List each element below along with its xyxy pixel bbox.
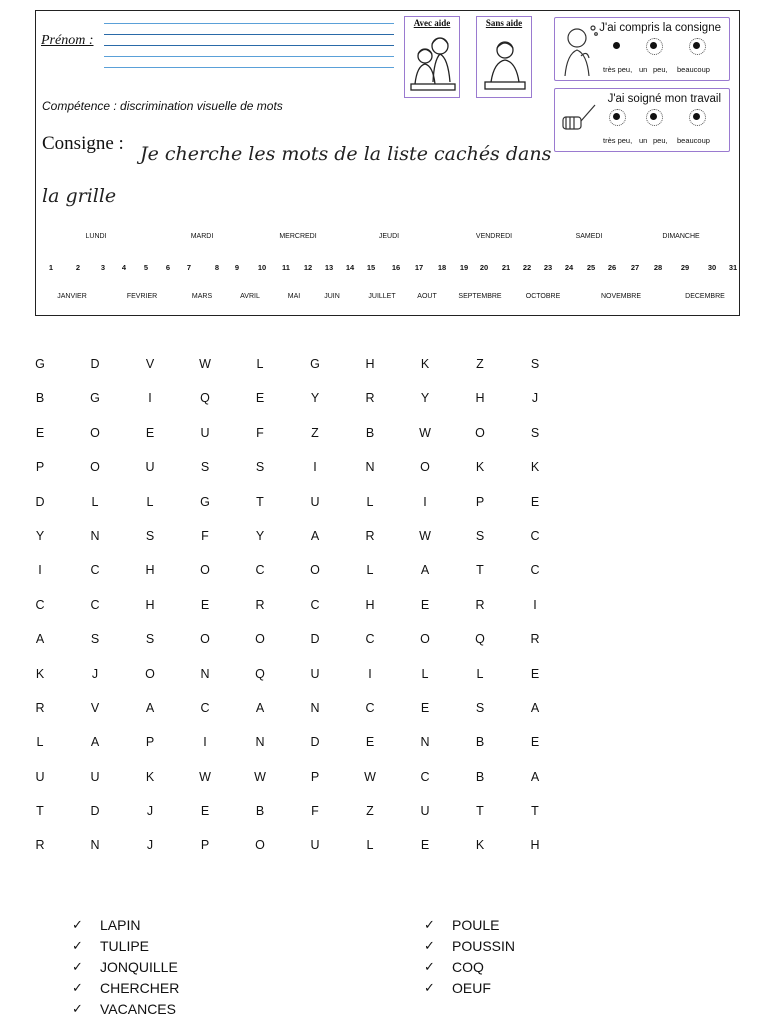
day-number: 18: [437, 263, 447, 272]
grid-letter[interactable]: C: [530, 563, 540, 578]
grid-letter[interactable]: H: [145, 563, 155, 578]
grid-letter[interactable]: I: [203, 735, 207, 750]
grid-letter[interactable]: U: [420, 804, 430, 819]
name-lines: [104, 23, 394, 78]
grid-letter[interactable]: T: [36, 804, 44, 819]
word-list-item: [72, 936, 179, 957]
grid-letter[interactable]: Y: [310, 391, 320, 406]
header-box: Prénom : Avec aide Sans aide J'ai compris la consigne très peu, un peu, beaucoup J'ai soigné mon travail très peu, un peu, beaucoup Compétence : discrimination visuelle de mots Consigne : Je cherche les mots de la liste cachés dans la grille LUNDI MARDI MERCREDI JEUDI VENDREDI SAMEDI DIMANCHE 1 2 3 4 5 6 7 8 9 10 11 12 13 14 15 16 17 18 19 20 21 22 23 24 25 26 27 28 29 30 31 JANVIER FEVRIER MARS AVRIL MAI JUIN JUILLET AOUT SEPTEMBRE OCTOBRE NOVEMBRE DECEMBRE: [35, 10, 740, 316]
grid-letter[interactable]: J: [91, 666, 99, 681]
grid-letter[interactable]: U: [145, 460, 155, 475]
grid-letter[interactable]: O: [200, 632, 210, 647]
day-number: 12: [303, 263, 313, 272]
grid-letter[interactable]: H: [530, 838, 540, 853]
grid-letter[interactable]: Z: [311, 425, 319, 440]
word-label: VACANCES: [100, 1000, 176, 1017]
avec-aide-box[interactable]: [404, 16, 460, 98]
grid-letter[interactable]: O: [200, 563, 210, 578]
grid-letter[interactable]: D: [35, 494, 45, 509]
grid-letter[interactable]: N: [420, 735, 430, 750]
day-number: 22: [522, 263, 532, 272]
grid-letter[interactable]: C: [310, 597, 320, 612]
grid-letter[interactable]: P: [35, 460, 45, 475]
day-number: 3: [100, 263, 106, 272]
grid-letter[interactable]: L: [366, 563, 374, 578]
writing-hand-icon: [559, 93, 599, 149]
grid-letter[interactable]: F: [201, 528, 209, 543]
rating-dot-high[interactable]: [693, 42, 700, 49]
checkmark-icon: ✓: [72, 1000, 83, 1016]
grid-letter[interactable]: E: [200, 597, 210, 612]
grid-letter[interactable]: W: [199, 769, 211, 784]
grid-letter[interactable]: B: [365, 425, 375, 440]
word-label: LAPIN: [100, 917, 141, 934]
grid-letter[interactable]: S: [145, 528, 155, 543]
grid-letter[interactable]: A: [530, 700, 540, 715]
grid-letter[interactable]: K: [475, 460, 485, 475]
checkmark-icon: ✓: [424, 938, 435, 954]
grid-letter[interactable]: L: [476, 666, 484, 681]
grid-letter[interactable]: A: [255, 700, 265, 715]
word-label: POUSSIN: [452, 938, 516, 955]
grid-letter[interactable]: C: [90, 563, 100, 578]
grid-letter[interactable]: P: [200, 838, 210, 853]
day-number: 23: [543, 263, 553, 272]
sans-aide-label: Sans aide: [485, 18, 523, 28]
day-number: 2: [75, 263, 81, 272]
grid-letter[interactable]: O: [420, 460, 430, 475]
grid-letter[interactable]: G: [90, 391, 100, 406]
grid-letter[interactable]: Y: [420, 391, 430, 406]
grid-letter[interactable]: T: [476, 563, 484, 578]
grid-letter[interactable]: E: [530, 494, 540, 509]
grid-letter[interactable]: W: [419, 425, 431, 440]
word-list-left: [72, 915, 179, 1019]
grid-letter[interactable]: A: [310, 528, 320, 543]
word-list-right: [424, 915, 515, 998]
avec-aide-label: Avec aide: [413, 18, 451, 28]
grid-letter[interactable]: Y: [35, 528, 45, 543]
word-label: CHERCHER: [100, 979, 180, 996]
grid-letter[interactable]: S: [200, 460, 210, 475]
grid-letter[interactable]: C: [255, 563, 265, 578]
grid-letter[interactable]: U: [310, 838, 320, 853]
grid-letter[interactable]: H: [365, 357, 375, 371]
grid-letter[interactable]: G: [200, 494, 210, 509]
grid-letter[interactable]: O: [475, 425, 485, 440]
day-number: 19: [459, 263, 469, 272]
day-number: 27: [630, 263, 640, 272]
word-label: TULIPE: [100, 938, 150, 955]
checkmark-icon: ✓: [424, 917, 435, 933]
checkmark-icon: ✓: [72, 917, 83, 933]
grid-letter[interactable]: S: [530, 425, 540, 440]
rating-dot-low[interactable]: [613, 42, 620, 49]
grid-letter[interactable]: L: [366, 494, 374, 509]
day-number: 9: [234, 263, 240, 272]
grid-letter[interactable]: D: [90, 804, 100, 819]
grid-letter[interactable]: O: [310, 563, 320, 578]
grid-letter[interactable]: F: [311, 804, 319, 819]
grid-letter[interactable]: G: [35, 357, 45, 371]
prenom-label: Prénom :: [41, 33, 94, 48]
grid-letter[interactable]: D: [90, 357, 100, 371]
day-number: 31: [728, 263, 738, 272]
word-list-item: [424, 977, 515, 998]
grid-letter[interactable]: C: [420, 769, 430, 784]
grid-letter[interactable]: B: [475, 769, 485, 784]
grid-letter[interactable]: L: [366, 838, 374, 853]
grid-letter[interactable]: O: [255, 632, 265, 647]
day-number: 25: [586, 263, 596, 272]
grid-letter[interactable]: Q: [255, 666, 265, 681]
grid-letter[interactable]: I: [313, 460, 317, 475]
neat-work-title: J'ai soigné mon travail: [607, 93, 721, 105]
grid-letter[interactable]: W: [199, 357, 211, 371]
grid-letter[interactable]: S: [475, 528, 485, 543]
word-label: POULE: [452, 917, 500, 934]
rating-dot-low[interactable]: [613, 113, 620, 120]
checkmark-icon: ✓: [72, 938, 83, 954]
grid-letter[interactable]: O: [145, 666, 155, 681]
grid-letter[interactable]: H: [365, 597, 375, 612]
grid-letter[interactable]: C: [365, 700, 375, 715]
grid-letter[interactable]: L: [146, 494, 154, 509]
grid-letter[interactable]: U: [200, 425, 210, 440]
checkmark-icon: ✓: [72, 979, 83, 995]
grid-letter[interactable]: U: [310, 494, 320, 509]
grid-letter[interactable]: V: [145, 357, 155, 371]
grid-letter[interactable]: K: [530, 460, 540, 475]
checkmark-icon: ✓: [424, 958, 435, 974]
grid-letter[interactable]: C: [90, 597, 100, 612]
day-number: 21: [501, 263, 511, 272]
grid-letter[interactable]: J: [531, 391, 539, 406]
grid-letter[interactable]: D: [310, 735, 320, 750]
grid-letter[interactable]: I: [533, 597, 537, 612]
grid-letter[interactable]: S: [255, 460, 265, 475]
grid-letter[interactable]: E: [420, 597, 430, 612]
grid-letter[interactable]: J: [146, 838, 154, 853]
day-number: 8: [214, 263, 220, 272]
grid-letter[interactable]: E: [200, 804, 210, 819]
grid-letter[interactable]: E: [530, 666, 540, 681]
consigne-text: Je cherche les mots de la liste cachés dans la grille: [42, 143, 552, 207]
grid-letter[interactable]: O: [90, 425, 100, 440]
day-number: 6: [165, 263, 171, 272]
day-number: 5: [143, 263, 149, 272]
grid-letter[interactable]: B: [35, 391, 45, 406]
competence-text: Compétence : discrimination visuelle de mots: [42, 99, 283, 113]
grid-letter[interactable]: I: [423, 494, 427, 509]
day-number: 17: [414, 263, 424, 272]
word-label: JONQUILLE: [100, 958, 178, 975]
grid-letter[interactable]: E: [145, 425, 155, 440]
sans-aide-box[interactable]: [476, 16, 532, 98]
grid-letter[interactable]: A: [35, 632, 45, 647]
grid-letter[interactable]: E: [530, 735, 540, 750]
grid-letter[interactable]: A: [420, 563, 430, 578]
day-number: 13: [324, 263, 334, 272]
word-list-item: [72, 957, 179, 978]
consigne-label: Consigne :: [42, 133, 124, 154]
grid-letter[interactable]: I: [368, 666, 372, 681]
day-number: 4: [121, 263, 127, 272]
neat-work-eval-box: J'ai soigné mon travail très peu, un peu, beaucoup: [554, 88, 730, 152]
helped-children-icon: [409, 32, 457, 94]
grid-letter[interactable]: Z: [366, 804, 374, 819]
grid-letter[interactable]: R: [530, 632, 540, 647]
word-label: OEUF: [452, 979, 491, 996]
grid-letter[interactable]: N: [255, 735, 265, 750]
day-number: 7: [186, 263, 192, 272]
grid-letter[interactable]: P: [310, 769, 320, 784]
checkmark-icon: ✓: [72, 958, 83, 974]
understood-title: J'ai compris la consigne: [599, 22, 721, 34]
grid-letter[interactable]: O: [255, 838, 265, 853]
grid-letter[interactable]: A: [530, 769, 540, 784]
grid-letter[interactable]: G: [310, 357, 320, 371]
grid-letter[interactable]: S: [145, 632, 155, 647]
word-list-item: [424, 957, 515, 978]
grid-letter[interactable]: R: [365, 528, 375, 543]
grid-letter[interactable]: H: [145, 597, 155, 612]
day-number: 29: [680, 263, 690, 272]
grid-letter[interactable]: T: [476, 804, 484, 819]
grid-letter[interactable]: C: [200, 700, 210, 715]
grid-letter[interactable]: L: [256, 357, 264, 371]
day-number: 26: [607, 263, 617, 272]
grid-letter[interactable]: K: [35, 666, 45, 681]
day-number: 24: [564, 263, 574, 272]
grid-letter[interactable]: N: [200, 666, 210, 681]
grid-letter[interactable]: I: [148, 391, 152, 406]
understood-eval-box: J'ai compris la consigne très peu, un peu, beaucoup: [554, 17, 730, 81]
day-number: 28: [653, 263, 663, 272]
grid-letter[interactable]: I: [38, 563, 42, 578]
day-number: 20: [479, 263, 489, 272]
grid-letter[interactable]: L: [421, 666, 429, 681]
grid-letter[interactable]: U: [310, 666, 320, 681]
grid-letter[interactable]: A: [90, 735, 100, 750]
checkmark-icon: ✓: [424, 979, 435, 995]
thinking-child-icon: [559, 22, 599, 78]
grid-letter[interactable]: C: [35, 597, 45, 612]
grid-letter[interactable]: Z: [476, 357, 484, 371]
grid-letter[interactable]: N: [365, 460, 375, 475]
grid-letter[interactable]: U: [35, 769, 45, 784]
grid-letter[interactable]: K: [475, 838, 485, 853]
grid-letter[interactable]: E: [420, 838, 430, 853]
grid-letter[interactable]: Q: [200, 391, 210, 406]
grid-letter[interactable]: W: [419, 528, 431, 543]
grid-letter[interactable]: L: [36, 735, 44, 750]
grid-letter[interactable]: R: [35, 838, 45, 853]
word-list-item: [424, 936, 515, 957]
grid-letter[interactable]: O: [420, 632, 430, 647]
grid-letter[interactable]: N: [310, 700, 320, 715]
word-search-grid[interactable]: [28, 352, 578, 868]
word-list-item: [424, 915, 515, 936]
grid-letter[interactable]: E: [255, 391, 265, 406]
grid-letter[interactable]: H: [475, 391, 485, 406]
grid-letter[interactable]: C: [365, 632, 375, 647]
grid-letter[interactable]: B: [255, 804, 265, 819]
grid-letter[interactable]: A: [145, 700, 155, 715]
day-number: 16: [391, 263, 401, 272]
grid-letter[interactable]: O: [90, 460, 100, 475]
word-label: COQ: [452, 958, 484, 975]
grid-letter[interactable]: P: [145, 735, 155, 750]
grid-letter[interactable]: R: [365, 391, 375, 406]
grid-letter[interactable]: B: [475, 735, 485, 750]
grid-letter[interactable]: S: [90, 632, 100, 647]
day-number: 10: [257, 263, 267, 272]
day-number: 1: [48, 263, 54, 272]
grid-letter[interactable]: U: [90, 769, 100, 784]
grid-letter[interactable]: Y: [255, 528, 265, 543]
alone-child-icon: [481, 32, 529, 94]
grid-letter[interactable]: J: [146, 804, 154, 819]
day-number: 30: [707, 263, 717, 272]
day-number: 15: [366, 263, 376, 272]
grid-letter[interactable]: T: [531, 804, 539, 819]
grid-letter[interactable]: K: [420, 357, 430, 371]
grid-letter[interactable]: D: [310, 632, 320, 647]
word-list-item: [72, 998, 179, 1019]
rating-dot-mid[interactable]: [650, 113, 657, 120]
word-list-item: [72, 977, 179, 998]
rating-dot-mid[interactable]: [650, 42, 657, 49]
grid-letter[interactable]: K: [145, 769, 155, 784]
day-number: 14: [345, 263, 355, 272]
grid-letter[interactable]: L: [91, 494, 99, 509]
grid-letter[interactable]: C: [530, 528, 540, 543]
grid-letter[interactable]: R: [255, 597, 265, 612]
grid-letter[interactable]: P: [475, 494, 485, 509]
day-number: 11: [282, 263, 290, 272]
grid-letter[interactable]: W: [364, 769, 376, 784]
grid-letter[interactable]: R: [35, 700, 45, 715]
grid-letter[interactable]: S: [530, 357, 540, 371]
grid-letter[interactable]: N: [90, 838, 100, 853]
grid-letter[interactable]: F: [256, 425, 264, 440]
grid-letter[interactable]: E: [35, 425, 45, 440]
grid-letter[interactable]: W: [254, 769, 266, 784]
word-list-item: [72, 915, 179, 936]
grid-letter[interactable]: E: [420, 700, 430, 715]
grid-letter[interactable]: V: [90, 700, 100, 715]
grid-letter[interactable]: Q: [475, 632, 485, 647]
grid-letter[interactable]: T: [256, 494, 264, 509]
grid-letter[interactable]: E: [365, 735, 375, 750]
grid-letter[interactable]: S: [475, 700, 485, 715]
grid-letter[interactable]: N: [90, 528, 100, 543]
rating-dot-high[interactable]: [693, 113, 700, 120]
grid-letter[interactable]: R: [475, 597, 485, 612]
